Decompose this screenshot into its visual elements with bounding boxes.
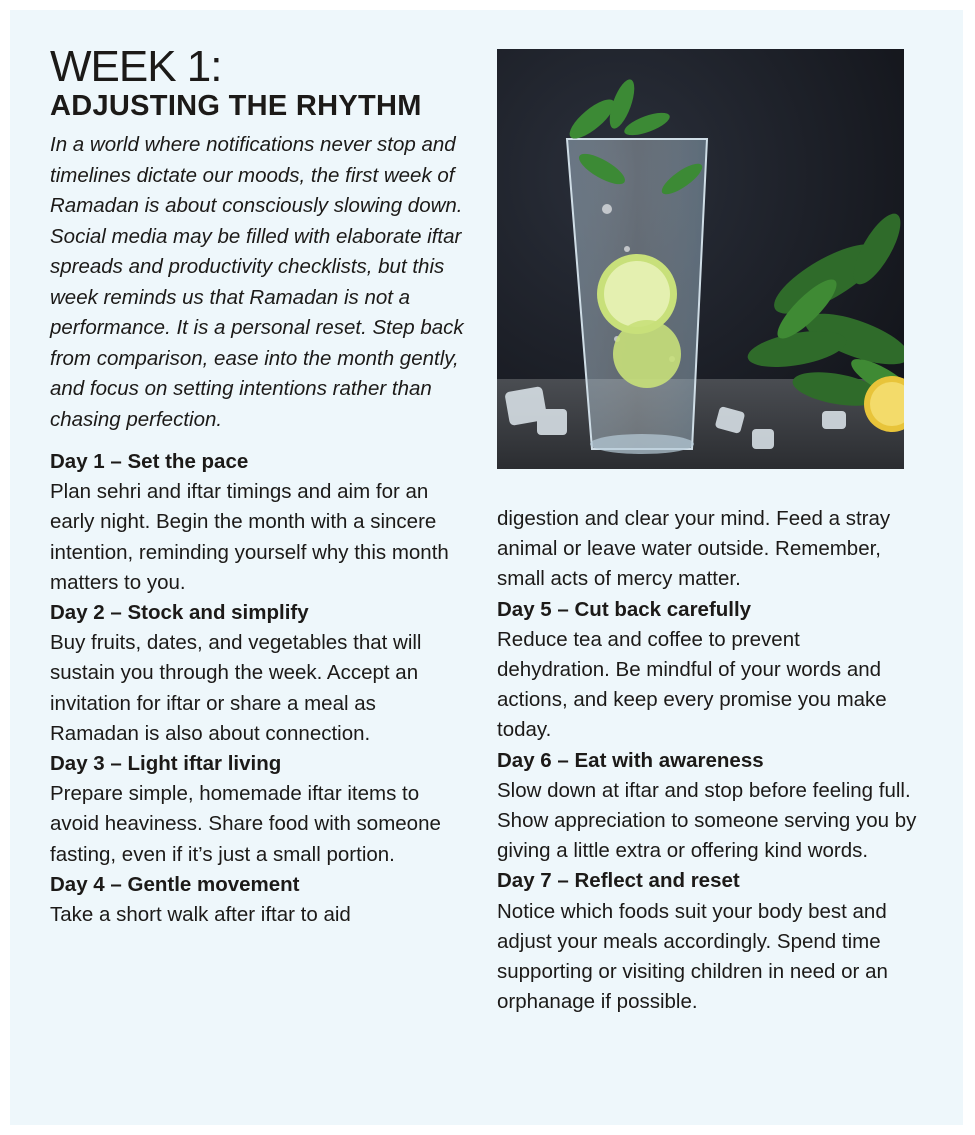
day-5-title: Day 5 – Cut back carefully: [497, 597, 752, 621]
week-subtitle: ADJUSTING THE RHYTHM: [50, 90, 422, 122]
week-heading: WEEK 1:: [50, 42, 222, 91]
left-column: [50, 44, 470, 930]
day-6-body: Slow down at iftar and stop before feeling full. Show appreciation to someone serving you by giving a little extra or offering kind words.: [497, 778, 917, 863]
day-3-body: Prepare simple, homemade iftar items to avoid heaviness. Share food with someone fasting, even if it’s just a small portion.: [50, 782, 441, 866]
day-1-body: Plan sehri and iftar timings and aim for an early night. Begin the month with a sincere intention, reminding yourself why this month matters to you.: [50, 480, 449, 594]
day-2-body: Buy fruits, dates, and vegetables that will sustain you through the week. Accept an invitation for iftar or share a meal as Ramadan is also about connection.: [50, 631, 422, 745]
day-7-body: Notice which foods suit your body best and adjust your meals accordingly. Spend time supporting or visiting children in need or an orphanage if possible.: [497, 899, 888, 1014]
day-1-title: Day 1 – Set the pace: [50, 450, 249, 473]
mojito-photo: [497, 49, 904, 469]
mojito-illustration: [497, 49, 904, 469]
intro-paragraph: In a world where notifications never stop and timelines dictate our moods, the first week of Ramadan is about consciously slowing down. Social media may be filled with elaborate iftar spreads and productivity checklists, but this week reminds us that Ramadan is not a performance. It is a personal reset. Step back from comparison, ease into the month gently, and focus on setting intentions rather than chasing perfection.: [50, 133, 464, 431]
day-4-body-continued: digestion and clear your mind. Feed a stray animal or leave water outside. Remember, small acts of mercy matter.: [497, 507, 891, 591]
day-5-body: Reduce tea and coffee to prevent dehydration. Be mindful of your words and actions, and keep every promise you make today.: [497, 627, 887, 742]
day-4-body: Take a short walk after iftar to aid: [50, 903, 351, 927]
right-column: [497, 504, 917, 1017]
day-3-title: Day 3 – Light iftar living: [50, 752, 282, 776]
day-7-title: Day 7 – Reflect and reset: [497, 869, 740, 893]
day-6-title: Day 6 – Eat with awareness: [497, 748, 764, 772]
day-2-title: Day 2 – Stock and simplify: [50, 601, 309, 625]
day-4-title: Day 4 – Gentle movement: [50, 872, 300, 896]
